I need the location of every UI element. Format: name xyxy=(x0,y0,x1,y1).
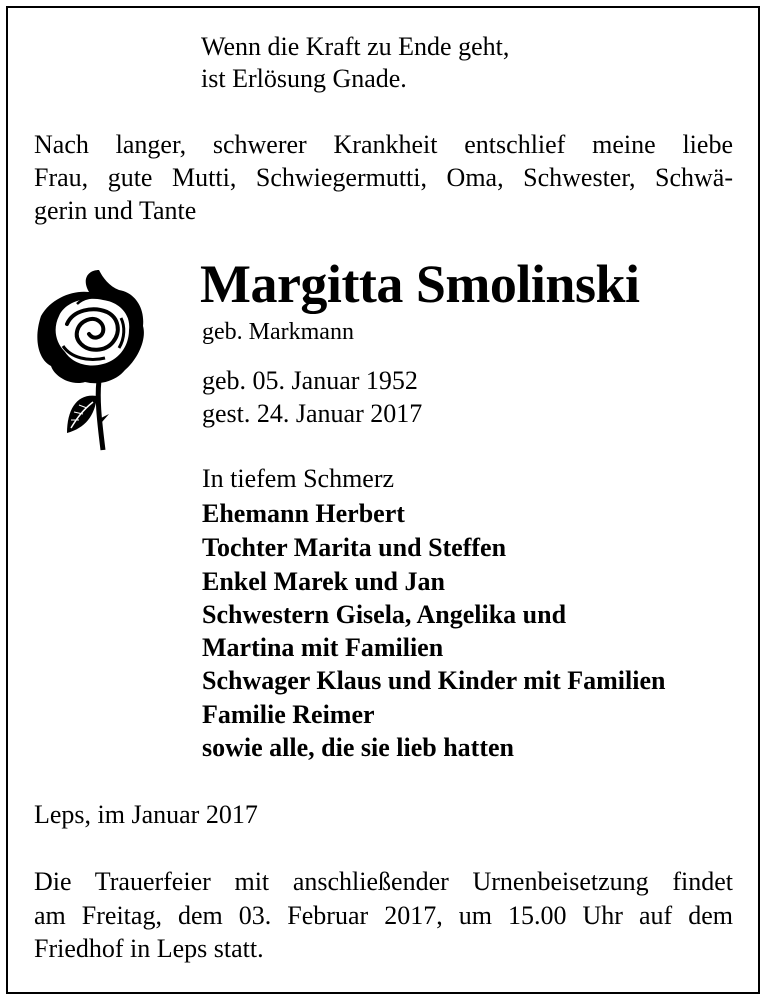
mourner-line: Schwestern Gisela, Angelika und xyxy=(202,600,567,629)
funeral-line-1: Die Trauerfeier mit anschließender Urnenbeisetzung findet xyxy=(34,867,733,896)
intro-line-3: gerin und Tante xyxy=(34,196,197,225)
motto-line-1: Wenn die Kraft zu Ende geht, xyxy=(201,32,510,61)
motto-line-2: ist Erlösung Gnade. xyxy=(201,64,407,93)
rose-icon xyxy=(33,268,148,453)
mourners-intro: In tiefem Schmerz xyxy=(202,464,395,493)
funeral-line-2: am Freitag, dem 03. Februar 2017, um 15.00 Uhr auf dem xyxy=(34,901,733,930)
deceased-name: Margitta Smolinski xyxy=(200,254,640,314)
funeral-line-3: Friedhof in Leps statt. xyxy=(34,934,264,963)
mourner-line: Martina mit Familien xyxy=(202,633,444,662)
maiden-name: geb. Markmann xyxy=(202,319,354,345)
intro-line-1: Nach langer, schwerer Krankheit entschlief meine liebe xyxy=(34,130,733,159)
mourner-line: sowie alle, die sie lieb hatten xyxy=(202,733,514,762)
mourner-line: Familie Reimer xyxy=(202,700,375,729)
mourner-line: Schwager Klaus und Kinder mit Familien xyxy=(202,666,666,695)
intro-line-2: Frau, gute Mutti, Schwiegermutti, Oma, Schwester, Schwä- xyxy=(34,163,733,192)
mourner-line: Ehemann Herbert xyxy=(202,499,405,528)
mourner-line: Enkel Marek und Jan xyxy=(202,567,445,596)
place-date: Leps, im Januar 2017 xyxy=(34,800,258,829)
death-date: gest. 24. Januar 2017 xyxy=(202,399,423,428)
mourner-line: Tochter Marita und Steffen xyxy=(202,533,507,562)
birth-date: geb. 05. Januar 1952 xyxy=(202,366,418,395)
